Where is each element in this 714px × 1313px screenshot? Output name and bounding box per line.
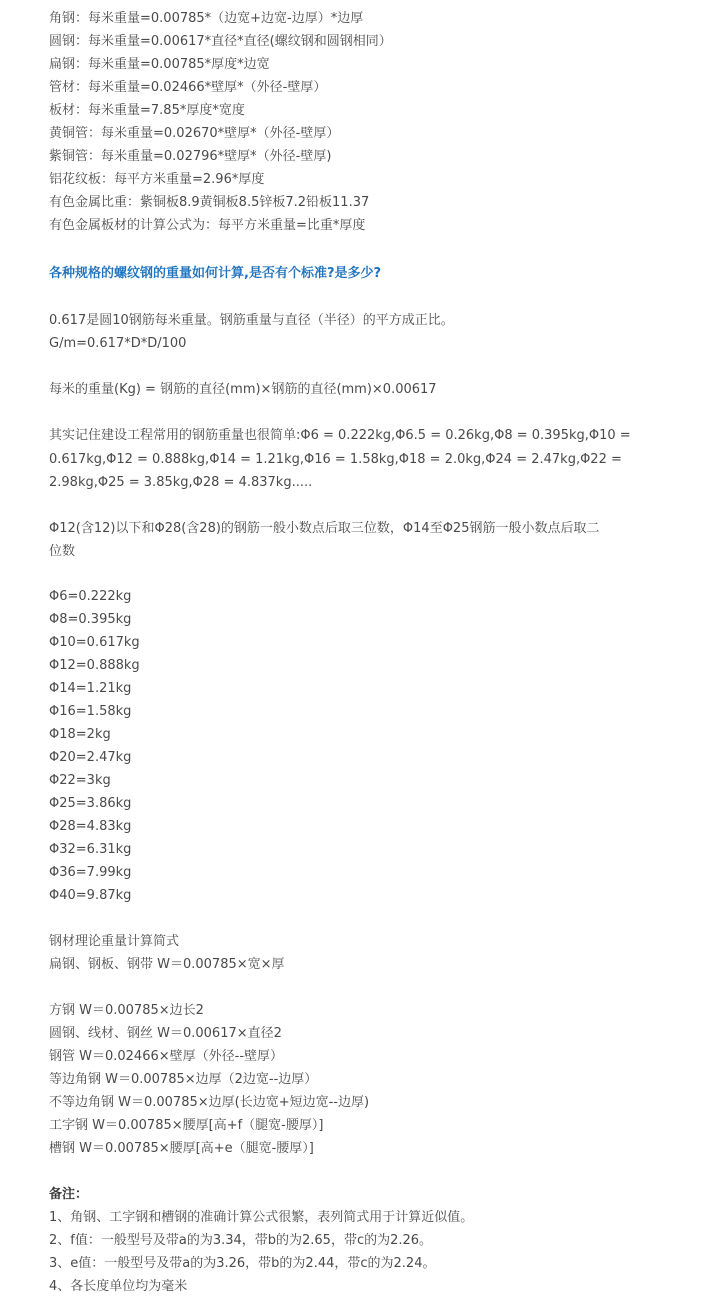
- formula-line: 扁钢：每米重量=0.00785*厚度*边宽: [49, 57, 270, 72]
- formula-line: 角钢：每米重量=0.00785*（边宽+边宽-边厚）*边厚: [49, 11, 364, 26]
- per-meter-formula: 每米的重量(Kg) = 钢筋的直径(mm)×钢筋的直径(mm)×0.00617: [49, 382, 437, 397]
- note-item: 1、角钢、工字钢和槽钢的准确计算公式很繁，表列简式用于计算近似值。: [49, 1210, 474, 1225]
- rebar-weight-item: Φ18=2kg: [49, 727, 111, 742]
- note-item: 3、e值：一般型号及带a的为3.26，带b的为2.44，带c的为2.24。: [49, 1256, 436, 1271]
- simple-formula-item: 方钢 W＝0.00785×边长2: [49, 1003, 204, 1018]
- rebar-weight-item: Φ32=6.31kg: [49, 842, 132, 857]
- rebar-weight-item: Φ20=2.47kg: [49, 750, 132, 765]
- simple-formula-item: 圆钢、线材、钢丝 W＝0.00617×直径2: [49, 1026, 282, 1041]
- rebar-weight-item: Φ22=3kg: [49, 773, 111, 788]
- simple-formula-flat: 扁钢、钢板、钢带 W＝0.00785×宽×厚: [49, 957, 285, 972]
- simple-formula-item: 钢管 W＝0.02466×壁厚（外径--壁厚）: [49, 1049, 284, 1064]
- simple-formula-title: 钢材理论重量计算简式: [49, 934, 180, 949]
- formula-line: 有色金属板材的计算公式为：每平方米重量=比重*厚度: [49, 218, 366, 233]
- formula-line: 圆钢：每米重量=0.00617*直径*直径(螺纹钢和圆钢相同）: [49, 34, 392, 49]
- intro-line: G/m=0.617*D*D/100: [49, 336, 187, 351]
- rebar-weight-item: Φ36=7.99kg: [49, 865, 132, 880]
- notes-title: 备注：: [49, 1187, 89, 1202]
- rebar-weight-item: Φ14=1.21kg: [49, 681, 132, 696]
- simple-formula-item: 工字钢 W＝0.00785×腰厚[高+f（腿宽-腰厚）]: [49, 1118, 324, 1133]
- formula-line: 紫铜管：每米重量=0.02796*壁厚*（外径-壁厚): [49, 149, 332, 164]
- rebar-weight-item: Φ25=3.86kg: [49, 796, 132, 811]
- intro-line: 0.617是圆10钢筋每米重量。钢筋重量与直径（半径）的平方成正比。: [49, 313, 454, 328]
- note-item: 4、各长度单位均为毫米: [49, 1279, 188, 1294]
- rebar-weight-item: Φ16=1.58kg: [49, 704, 132, 719]
- simple-formula-item: 槽钢 W＝0.00785×腰厚[高+e（腿宽-腰厚）]: [49, 1141, 314, 1156]
- common-weights-line: 2.98kg,Φ25 = 3.85kg,Φ28 = 4.837kg.....: [49, 475, 313, 490]
- rebar-weight-item: Φ10=0.617kg: [49, 635, 140, 650]
- note-item: 2、f值：一般型号及带a的为3.34，带b的为2.65，带c的为2.26。: [49, 1233, 433, 1248]
- formula-line: 板材：每米重量=7.85*厚度*宽度: [49, 103, 245, 118]
- decimal-rule-line: Φ12(含12)以下和Φ28(含28)的钢筋一般小数点后取三位数，Φ14至Φ25钢筋一般小数点后取二: [49, 521, 600, 536]
- common-weights-line: 0.617kg,Φ12 = 0.888kg,Φ14 = 1.21kg,Φ16 = 1.58kg,Φ18 = 2.0kg,Φ24 = 2.47kg,Φ22 =: [49, 452, 622, 467]
- decimal-rule-line: 位数: [49, 544, 76, 559]
- formula-line: 铝花纹板：每平方米重量=2.96*厚度: [49, 172, 265, 187]
- formula-line: 有色金属比重：紫铜板8.9黄铜板8.5锌板7.2铅板11.37: [49, 195, 370, 210]
- formula-line: 黄铜管：每米重量=0.02670*壁厚*（外径-壁厚）: [49, 126, 340, 141]
- rebar-weight-item: Φ12=0.888kg: [49, 658, 140, 673]
- formula-line: 管材：每米重量=0.02466*壁厚*（外径-壁厚）: [49, 80, 327, 95]
- rebar-weight-item: Φ6=0.222kg: [49, 589, 132, 604]
- rebar-weight-item: Φ40=9.87kg: [49, 888, 132, 903]
- simple-formula-item: 等边角钢 W＝0.00785×边厚（2边宽--边厚）: [49, 1072, 318, 1087]
- section-heading: 各种规格的螺纹钢的重量如何计算,是否有个标准?是多少?: [49, 266, 382, 281]
- simple-formula-item: 不等边角钢 W＝0.00785×边厚(长边宽+短边宽--边厚): [49, 1095, 370, 1110]
- rebar-weight-item: Φ8=0.395kg: [49, 612, 132, 627]
- common-weights-line: 其实记住建设工程常用的钢筋重量也很简单:Φ6 = 0.222kg,Φ6.5 = 0.26kg,Φ8 = 0.395kg,Φ10 =: [49, 428, 631, 443]
- rebar-weight-item: Φ28=4.83kg: [49, 819, 132, 834]
